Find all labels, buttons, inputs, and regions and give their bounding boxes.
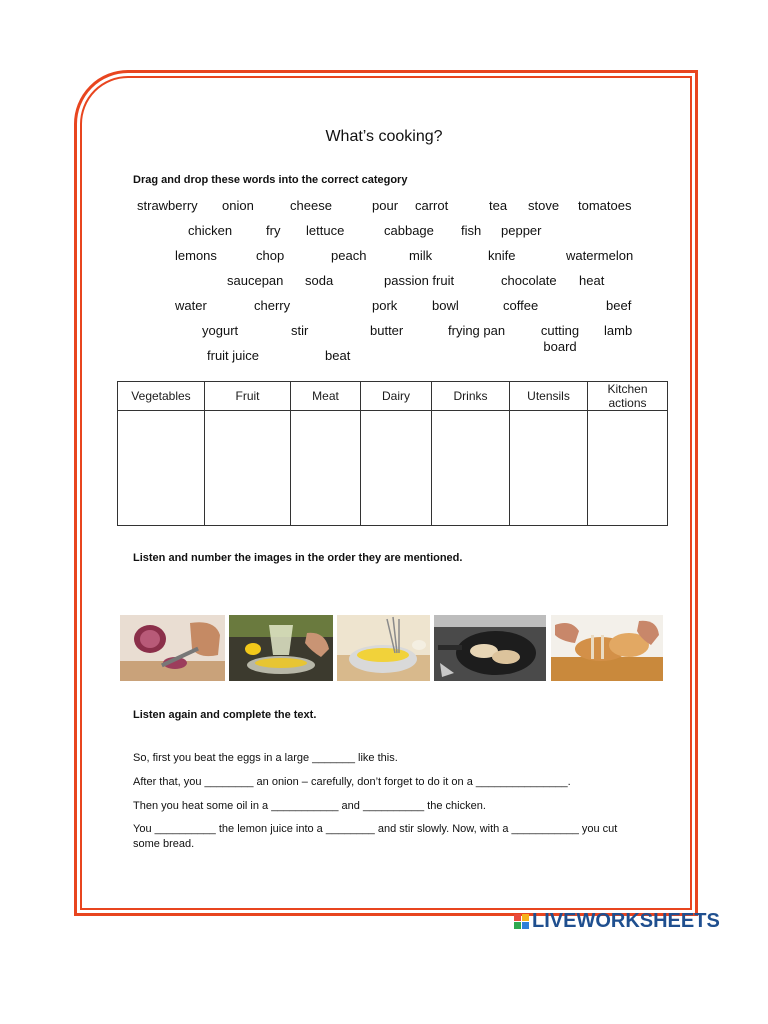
word-chip[interactable]: watermelon xyxy=(566,248,634,263)
blocks-icon xyxy=(514,914,529,929)
drop-zone-vegetables[interactable] xyxy=(118,411,205,526)
whisking-eggs-photo[interactable] xyxy=(337,615,430,681)
drop-zone-dairy[interactable] xyxy=(361,411,432,526)
word-chip[interactable]: soda xyxy=(305,273,334,288)
cutting-bread-photo[interactable] xyxy=(551,615,663,681)
word-chip[interactable]: fry xyxy=(266,223,281,238)
word-chip[interactable]: peach xyxy=(331,248,367,263)
word-chip[interactable]: pork xyxy=(372,298,398,313)
brand-name: LIVEWORKSHEETS xyxy=(532,909,720,932)
frying-chicken-photo[interactable] xyxy=(434,615,546,681)
word-chip[interactable]: knife xyxy=(488,248,516,263)
word-chip[interactable]: chocolate xyxy=(501,273,557,288)
listen-number-instruction: Listen and number the images in the order they are mentioned. xyxy=(133,552,463,564)
sentence-2: After that, you ________ an onion – carefully, don’t forget to do it on a _______________. xyxy=(133,776,571,788)
drag-drop-instruction: Drag and drop these words into the correct category xyxy=(133,174,408,186)
word-chip[interactable]: pepper xyxy=(501,223,542,238)
word-chip[interactable]: chop xyxy=(256,248,285,263)
word-chip[interactable]: onion xyxy=(222,198,254,213)
word-chip[interactable]: beat xyxy=(325,348,351,363)
pouring-lemon-juice-photo[interactable] xyxy=(229,615,333,681)
word-chip[interactable]: frying pan xyxy=(448,323,506,338)
word-chip[interactable]: lamb xyxy=(604,323,633,338)
word-chip[interactable]: fruit juice xyxy=(207,348,260,363)
category-header-utensils: Utensils xyxy=(510,382,588,411)
word-chip[interactable]: carrot xyxy=(415,198,449,213)
word-chip[interactable]: fish xyxy=(461,223,482,238)
drop-zone-drinks[interactable] xyxy=(432,411,510,526)
category-header-drinks: Drinks xyxy=(432,382,510,411)
chopping-onion-photo[interactable] xyxy=(120,615,225,681)
word-chip[interactable]: strawberry xyxy=(137,198,198,213)
word-chip[interactable]: bowl xyxy=(432,298,459,313)
word-chip[interactable]: lemons xyxy=(175,248,217,263)
word-chip[interactable]: pour xyxy=(372,198,399,213)
word-chip[interactable]: saucepan xyxy=(227,273,284,288)
word-chip[interactable]: cutting board xyxy=(540,323,580,354)
drop-zone-meat[interactable] xyxy=(291,411,361,526)
sentence-1: So, first you beat the eggs in a large _______ like this. xyxy=(133,752,398,764)
sentence-3: Then you heat some oil in a ___________ and __________ the chicken. xyxy=(133,800,486,812)
category-table xyxy=(117,381,668,526)
word-chip[interactable]: butter xyxy=(370,323,404,338)
category-header-dairy: Dairy xyxy=(361,382,432,411)
category-header-kitchen-actions: Kitchen actions xyxy=(588,382,668,411)
sentence-4: You __________ the lemon juice into a ________ and stir slowly. Now, with a ___________ you cut some bread. xyxy=(133,823,618,850)
word-chip[interactable]: yogurt xyxy=(202,323,239,338)
table-header-row xyxy=(118,382,668,411)
word-chip[interactable]: lettuce xyxy=(306,223,345,238)
word-chip[interactable]: cherry xyxy=(254,298,291,313)
word-chip[interactable]: stir xyxy=(291,323,309,338)
word-chip[interactable]: beef xyxy=(606,298,632,313)
word-chip[interactable]: milk xyxy=(409,248,433,263)
word-chip[interactable]: coffee xyxy=(503,298,539,313)
word-chip[interactable]: cheese xyxy=(290,198,332,213)
word-chip[interactable]: tomatoes xyxy=(578,198,632,213)
drop-zone-utensils[interactable] xyxy=(510,411,588,526)
worksheet-title: What’s cooking? xyxy=(325,128,443,145)
category-header-meat: Meat xyxy=(291,382,361,411)
drop-zone-fruit[interactable] xyxy=(205,411,291,526)
table-row xyxy=(118,411,668,526)
word-chip[interactable]: water xyxy=(175,298,207,313)
word-chip[interactable]: chicken xyxy=(188,223,233,238)
word-chip[interactable]: tea xyxy=(489,198,508,213)
drop-zone-kitchen-actions[interactable] xyxy=(588,411,668,526)
category-header-vegetables: Vegetables xyxy=(118,382,205,411)
word-chip[interactable]: heat xyxy=(579,273,605,288)
word-chip[interactable]: stove xyxy=(528,198,560,213)
listen-complete-instruction: Listen again and complete the text. xyxy=(133,709,317,721)
word-chip[interactable]: cabbage xyxy=(384,223,434,238)
word-chip[interactable]: passion fruit xyxy=(384,273,455,288)
liveworksheets-logo[interactable] xyxy=(514,910,720,932)
category-header-fruit: Fruit xyxy=(205,382,291,411)
